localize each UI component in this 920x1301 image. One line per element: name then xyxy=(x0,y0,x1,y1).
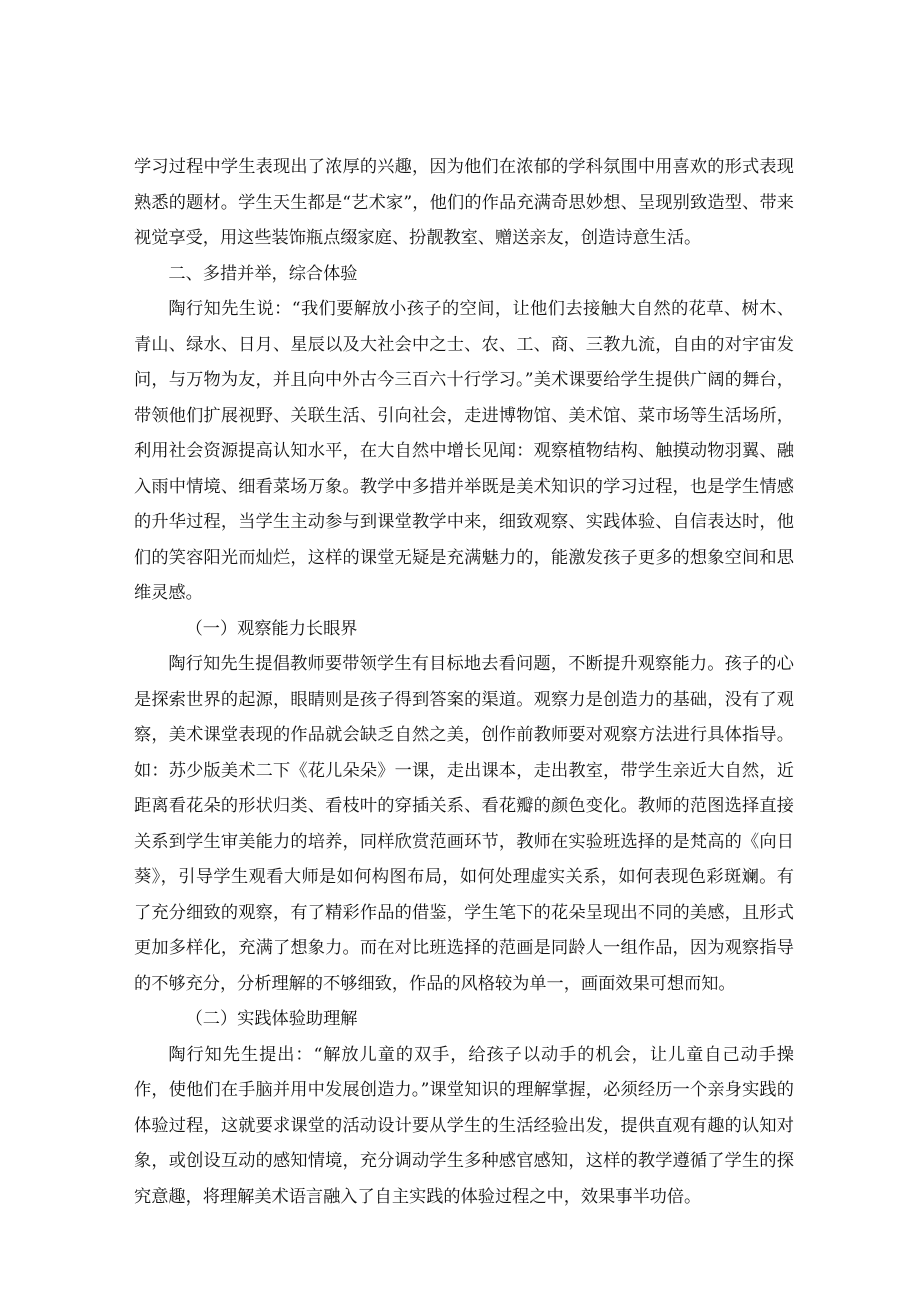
paragraph-observation: 陶行知先生提倡教师要带领学生有目标地去看问题，不断提升观察能力。孩子的心是探索世界的起源，眼睛则是孩子得到答案的渠道。观察力是创造力的基础，没有了观察，美术课堂表现的作品就会缺乏自然之美，创作前教师要对观察方法进行具体指导。如：苏少版美术二下《花儿朵朵》一课，走出课本，走出教室，带学生亲近大自然，近距离看花朵的形状归类、看枝叶的穿插关系、看花瓣的颜色变化。教师的范图选择直接关系到学生审美能力的培养，同样欣赏范画环节，教师在实验班选择的是梵高的《向日葵》，引导学生观看大师是如何构图布局，如何处理虚实关系，如何表现色彩斑斓。有了充分细致的观察，有了精彩作品的借鉴，学生笔下的花朵呈现出不同的美感，且形式更加多样化，充满了想象力。而在对比班选择的范画是同龄人一组作品，因为观察指导的不够充分，分析理解的不够细致，作品的风格较为单一，画面效果可想而知。 xyxy=(134,654,794,994)
subsection-heading-practice: （二）实践体验助理解 xyxy=(185,1009,358,1029)
section-heading: 二、多措并举，综合体验 xyxy=(168,263,358,284)
paragraph-section-intro: 陶行知先生说：“我们要解放小孩子的空间，让他们去接触大自然的花草、树木、青山、绿水、日月、星辰以及大社会中之士、农、工、商、三教九流，自由的对宇宙发问，与万物为友，并且向中外古今三百六十行学习。”美术课要给学生提供广阔的舞台，带领他们扩展视野、关联生活、引向社会，走进博物馆、美术馆、菜市场等生活场所，利用社会资源提高认知水平，在大自然中增长见闻：观察植物结构、触摸动物羽翼、融入雨中情境、细看菜场万象。教学中多措并举既是美术知识的学习过程，也是学生情感的升华过程，当学生主动参与到课堂教学中来，细致观察、实践体验、自信表达时，他们的笑容阳光而灿烂，这样的课堂无疑是充满魅力的，能激发孩子更多的想象空间和思维灵感。 xyxy=(134,299,794,603)
paragraph-practice: 陶行知先生提出：“解放儿童的双手，给孩子以动手的机会，让儿童自己动手操作，使他们在手脑并用中发展创造力。”课堂知识的理解掌握，必须经历一个亲身实践的体验过程，这就要求课堂的活动设计要从学生的生活经验出发，提供直观有趣的认知对象，或创设互动的感知情境，充分调动学生多种感官感知，这样的教学遵循了学生的探究意趣，将理解美术语言融入了自主实践的体验过程之中，效果事半功倍。 xyxy=(134,1044,794,1207)
subsection-heading-observation: （一）观察能力长眼界 xyxy=(185,618,358,639)
paragraph-continuation: 学习过程中学生表现出了浓厚的兴趣，因为他们在浓郁的学科氛围中用喜欢的形式表现熟悉的题材。学生天生都是“艺术家”，他们的作品充满奇思妙想、呈现别致造型、带来视觉享受，用这些装饰瓶点缀家庭、扮靓教室、赠送亲友，创造诗意生活。 xyxy=(134,157,794,248)
document-body xyxy=(134,150,794,1215)
